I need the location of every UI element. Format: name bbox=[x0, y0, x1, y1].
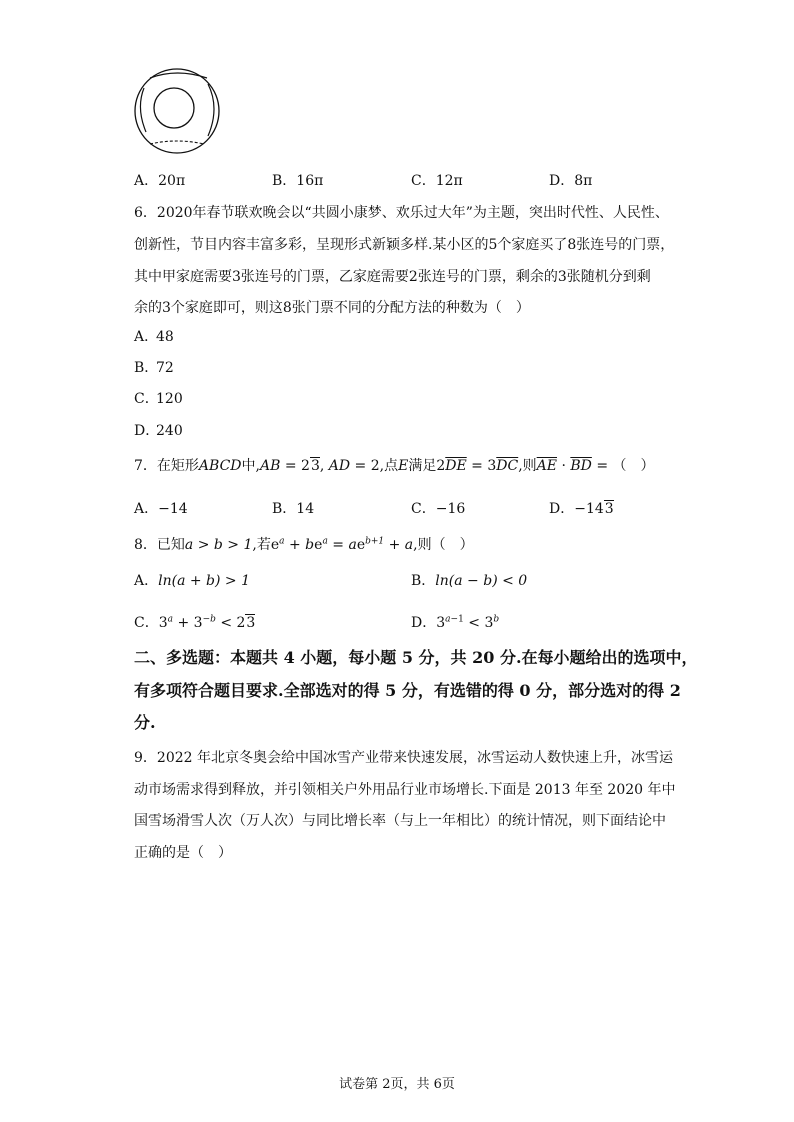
option-label: D． bbox=[134, 423, 160, 439]
q6-line-1: 6．2020年春节联欢晚会以“共圆小康梦、欢乐过大年”为主题，突出时代性、人民性、 bbox=[134, 205, 669, 221]
q6-option-a[interactable] bbox=[134, 327, 174, 347]
option-value: 120 bbox=[156, 391, 183, 407]
option-label: C． bbox=[411, 173, 436, 189]
option-value: ln(a + b) > 1 bbox=[158, 573, 251, 589]
option-label: D． bbox=[549, 501, 575, 517]
q6-option-d[interactable] bbox=[134, 421, 183, 441]
q8-option-b[interactable] bbox=[411, 571, 527, 591]
q9-line-4: 正确的是（ ） bbox=[134, 845, 232, 861]
q7-stem: 7．在矩形ABCD中,AB = 23, AD = 2,点E满足$2\overline{DE} = 3\overline{DC}$,则$\overline{AE} \cdot \overline{BD}$ = （ ） bbox=[134, 458, 655, 474]
option-label: C． bbox=[134, 391, 159, 407]
page-footer: 试卷第 2页，共 6页 bbox=[339, 1077, 455, 1092]
section-2-heading-line-3: 分. bbox=[134, 713, 156, 732]
option-value: 16π bbox=[296, 173, 324, 189]
q7-option-c[interactable] bbox=[411, 499, 465, 519]
q6-line-3: 其中甲家庭需要3张连号的门票，乙家庭需要2张连号的门票，剩余的3张随机分到剩 bbox=[134, 269, 651, 285]
option-value: −14 bbox=[158, 501, 188, 517]
option-label: A． bbox=[134, 501, 159, 517]
option-root: 3 bbox=[604, 501, 614, 517]
option-value: 3 bbox=[436, 615, 446, 631]
option-value: 48 bbox=[156, 329, 174, 345]
option-value: −16 bbox=[435, 501, 466, 517]
q5-option-d[interactable] bbox=[549, 171, 592, 191]
q6-option-b[interactable] bbox=[134, 358, 174, 378]
option-label: C． bbox=[134, 615, 159, 631]
q7-option-b[interactable] bbox=[272, 499, 314, 519]
section-2-heading-line-2: 有多项符合题目要求.全部选对的得 5 分，有选错的得 0 分，部分选对的得 2 bbox=[134, 681, 681, 700]
option-value: ln(a − b) < 0 bbox=[435, 573, 528, 589]
option-label: A． bbox=[134, 329, 159, 345]
q8-stem: 8．已知a > b > 1,若$e^a + be^a = ae^{b+1} + a$,则（ ） bbox=[134, 536, 474, 553]
q8-option-c[interactable]: C．$3^a + 3^{-b} < 23$ bbox=[134, 614, 256, 631]
q9-line-1: 9．2022 年北京冬奥会给中国冰雪产业带来快速发展，冰雪运动人数快速上升，冰雪运 bbox=[134, 750, 673, 766]
q8-option-d[interactable]: D．$3^{a-1} < 3^b$ bbox=[411, 614, 500, 631]
q5-option-c[interactable] bbox=[411, 171, 463, 191]
q5-option-b[interactable] bbox=[272, 171, 323, 191]
q5-option-a[interactable] bbox=[134, 171, 185, 191]
q9-line-3: 国雪场滑雪人次（万人次）与同比增长率（与上一年相比）的统计情况，则下面结论中 bbox=[134, 813, 666, 829]
q7-option-d[interactable] bbox=[549, 499, 614, 519]
section-2-heading-line-1: 二、多选题：本题共 4 小题，每小题 5 分，共 20 分.在每小题给出的选项中， bbox=[134, 648, 698, 667]
option-label: D． bbox=[549, 173, 575, 189]
option-label: A． bbox=[134, 573, 159, 589]
option-value: 12π bbox=[435, 173, 463, 189]
option-label: B． bbox=[411, 573, 436, 589]
option-label: B． bbox=[272, 501, 297, 517]
q7-option-a[interactable] bbox=[134, 499, 188, 519]
option-value: 240 bbox=[156, 423, 183, 439]
option-label: B． bbox=[272, 173, 297, 189]
option-value: 8π bbox=[574, 173, 593, 189]
geometry-figure bbox=[132, 66, 222, 156]
sphere-cube-figure-icon bbox=[132, 66, 222, 156]
q6-option-c[interactable] bbox=[134, 389, 183, 409]
option-label: D． bbox=[411, 615, 437, 631]
option-value: 20π bbox=[158, 173, 186, 189]
option-value: 3 bbox=[158, 615, 168, 631]
q8-option-a[interactable] bbox=[134, 571, 250, 591]
option-value: 72 bbox=[156, 360, 174, 376]
q9-line-2: 动市场需求得到释放，并引领相关户外用品行业市场增长.下面是 2013 年至 2020 年中 bbox=[134, 782, 676, 798]
q6-line-4: 余的3个家庭即可，则这8张门票不同的分配方法的种数为（ ） bbox=[134, 300, 530, 316]
q6-line-2: 创新性，节目内容丰富多彩，呈现形式新颖多样.某小区的5个家庭买了8张连号的门票， bbox=[134, 237, 675, 253]
option-label: A． bbox=[134, 173, 159, 189]
option-value: 14 bbox=[296, 501, 315, 517]
option-label: C． bbox=[411, 501, 436, 517]
option-label: B． bbox=[134, 360, 159, 376]
option-value: −14 bbox=[574, 501, 604, 517]
